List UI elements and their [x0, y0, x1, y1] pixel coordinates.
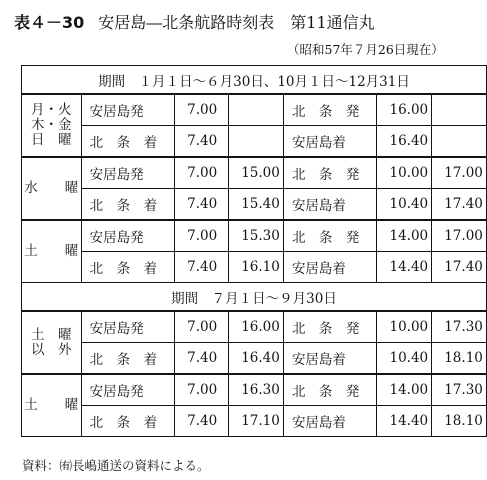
time-cell — [432, 94, 487, 126]
timetable-row — [22, 189, 487, 221]
time-cell: 7.40 — [175, 343, 229, 375]
time-cell: 10.00 — [377, 311, 432, 343]
day-label — [22, 157, 82, 220]
timetable-row — [22, 157, 487, 189]
timetable-row — [22, 94, 487, 126]
station-cell: 北 条 着 — [81, 406, 175, 437]
timetable-row — [22, 406, 487, 437]
station-cell: 北 条 発 — [283, 94, 377, 126]
timetable-body — [22, 66, 487, 437]
time-cell: 16.10 — [229, 252, 284, 283]
time-cell — [432, 126, 487, 158]
timetable-row — [22, 252, 487, 283]
time-cell: 15.00 — [229, 157, 284, 189]
station-cell: 安居島発 — [81, 220, 175, 252]
day-label-line: 月・火 — [31, 102, 72, 118]
station-cell: 北 条 発 — [283, 157, 377, 189]
day-label — [22, 94, 82, 157]
station-cell: 北 条 着 — [81, 252, 175, 283]
time-cell: 14.40 — [377, 252, 432, 283]
time-cell: 17.30 — [432, 374, 487, 406]
source-note: 資料：㈲長嶋通送の資料による。 — [22, 458, 210, 473]
time-cell: 10.00 — [377, 157, 432, 189]
time-cell: 7.00 — [175, 94, 229, 126]
time-cell: 7.40 — [175, 126, 229, 158]
period-label: 期間 ７月１日～９月30日 — [22, 283, 487, 312]
time-cell: 16.40 — [377, 126, 432, 158]
station-cell: 安居島発 — [81, 311, 175, 343]
station-cell: 北 条 着 — [81, 126, 175, 158]
time-cell: 7.00 — [175, 374, 229, 406]
day-label — [22, 374, 82, 437]
time-cell: 14.00 — [377, 374, 432, 406]
time-cell: 17.00 — [432, 157, 487, 189]
day-label-line: 木・金 — [31, 117, 72, 133]
day-label-line: 土 曜 — [31, 326, 72, 343]
time-cell — [229, 94, 284, 126]
time-cell: 16.30 — [229, 374, 284, 406]
ferry-timetable — [21, 65, 487, 437]
day-label-line: 土 曜 — [24, 397, 79, 413]
timetable-row — [22, 126, 487, 158]
time-cell: 10.40 — [377, 343, 432, 375]
time-cell: 15.30 — [229, 220, 284, 252]
time-cell: 7.40 — [175, 406, 229, 437]
station-cell: 安居島着 — [283, 126, 377, 158]
time-cell — [229, 126, 284, 158]
station-cell: 北 条 発 — [283, 374, 377, 406]
day-label-line: 以 外 — [31, 341, 72, 358]
station-cell: 安居島着 — [283, 343, 377, 375]
time-cell: 10.40 — [377, 189, 432, 221]
station-cell: 北 条 着 — [81, 189, 175, 221]
timetable-row — [22, 374, 487, 406]
station-cell: 安居島着 — [283, 406, 377, 437]
day-label-line: 土 曜 — [24, 243, 79, 259]
station-cell: 安居島発 — [81, 374, 175, 406]
time-cell: 14.40 — [377, 406, 432, 437]
table-number: 表４－30 — [14, 13, 85, 32]
time-cell: 7.00 — [175, 220, 229, 252]
station-cell: 安居島発 — [81, 94, 175, 126]
time-cell: 18.10 — [432, 406, 487, 437]
time-cell: 17.00 — [432, 220, 487, 252]
period-row — [22, 66, 487, 95]
timetable-row — [22, 343, 487, 375]
time-cell: 7.00 — [175, 157, 229, 189]
station-cell: 安居島着 — [283, 252, 377, 283]
time-cell: 7.40 — [175, 189, 229, 221]
time-cell: 7.00 — [175, 311, 229, 343]
day-label-line: 日 曜 — [31, 132, 72, 148]
day-label — [22, 311, 82, 374]
time-cell: 17.30 — [432, 311, 487, 343]
time-cell: 17.40 — [432, 252, 487, 283]
period-label: 期間 １月１日～６月30日、10月１日～12月31日 — [22, 66, 487, 95]
time-cell: 16.00 — [229, 311, 284, 343]
timetable-row — [22, 220, 487, 252]
day-label — [22, 220, 82, 283]
day-label-line: 水 曜 — [24, 180, 79, 196]
station-cell: 安居島発 — [81, 157, 175, 189]
time-cell: 16.40 — [229, 343, 284, 375]
time-cell: 15.40 — [229, 189, 284, 221]
time-cell: 18.10 — [432, 343, 487, 375]
station-cell: 安居島着 — [283, 189, 377, 221]
timetable-row — [22, 311, 487, 343]
table-title — [14, 10, 375, 33]
period-row — [22, 283, 487, 312]
table-title-text: 安居島―北条航路時刻表 第11通信丸 — [98, 13, 375, 32]
station-cell: 北 条 発 — [283, 311, 377, 343]
time-cell: 16.00 — [377, 94, 432, 126]
time-cell: 17.40 — [432, 189, 487, 221]
time-cell: 17.10 — [229, 406, 284, 437]
as-of-date: （昭和57年７月26日現在） — [287, 42, 444, 57]
time-cell: 14.00 — [377, 220, 432, 252]
time-cell: 7.40 — [175, 252, 229, 283]
station-cell: 北 条 発 — [283, 220, 377, 252]
station-cell: 北 条 着 — [81, 343, 175, 375]
